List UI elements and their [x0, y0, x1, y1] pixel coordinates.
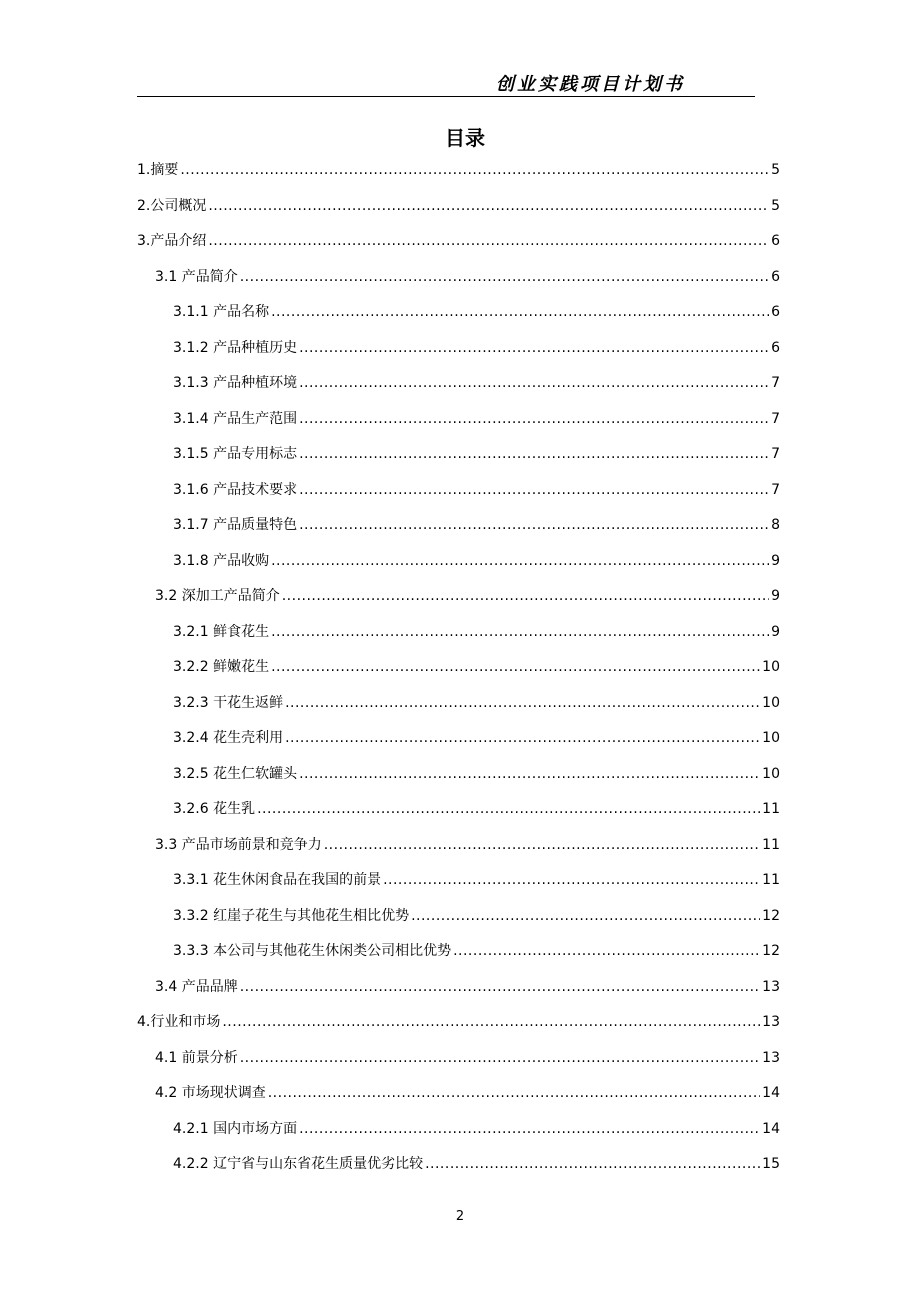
toc-dot-leader — [271, 551, 769, 571]
toc-entry-label: 3.2 深加工产品简介 — [155, 588, 280, 604]
toc-entry[interactable] — [155, 582, 780, 606]
toc-entry-label: 3.1.5 产品专用标志 — [173, 446, 298, 462]
toc-entry-label: 4.1 前景分析 — [155, 1050, 238, 1066]
toc-entry-page: 13 — [762, 1050, 780, 1066]
toc-entry-number: 3. — [137, 233, 151, 249]
toc-dot-leader — [271, 657, 760, 677]
toc-entry-page: 7 — [771, 411, 780, 427]
toc-entry-label: 3.1.7 产品质量特色 — [173, 517, 298, 533]
toc-dot-leader — [299, 373, 769, 393]
toc-entry-label: 3.2.6 花生乳 — [173, 801, 256, 817]
toc-entry[interactable] — [173, 369, 780, 393]
toc-entry-page: 6 — [771, 233, 780, 249]
toc-entry-label: 3.1.2 产品种植历史 — [173, 340, 298, 356]
toc-dot-leader — [271, 302, 769, 322]
toc-entry-label: 摘要 — [150, 162, 179, 178]
toc-dot-leader — [453, 941, 760, 961]
header-rule — [137, 96, 755, 97]
toc-entry-page: 10 — [762, 730, 780, 746]
toc-entry-page: 5 — [771, 198, 780, 214]
toc-dot-leader — [268, 1083, 760, 1103]
toc-entry-page: 10 — [762, 659, 780, 675]
toc-entry[interactable] — [137, 1008, 780, 1032]
toc-entry-page: 8 — [771, 517, 780, 533]
toc-entry[interactable] — [173, 653, 780, 677]
toc-entry-label: 4.2.2 辽宁省与山东省花生质量优劣比较 — [173, 1156, 424, 1172]
toc-entry-label: 3.1.8 产品收购 — [173, 553, 270, 569]
toc-entry-label: 3.1.4 产品生产范围 — [173, 411, 298, 427]
toc-entry[interactable] — [173, 1115, 780, 1139]
toc-entry[interactable] — [155, 1044, 780, 1068]
toc-entry-label: 3.1.6 产品技术要求 — [173, 482, 298, 498]
toc-dot-leader — [299, 444, 769, 464]
toc-dot-leader — [271, 622, 769, 642]
toc-entry[interactable] — [155, 263, 780, 287]
toc-dot-leader — [299, 409, 769, 429]
toc-entry-page: 14 — [762, 1121, 780, 1137]
toc-entry[interactable] — [155, 831, 780, 855]
toc-entry-page: 10 — [762, 695, 780, 711]
toc-entry-label: 行业和市场 — [150, 1014, 221, 1030]
toc-entry-page: 7 — [771, 446, 780, 462]
running-header-title: 创业实践项目计划书 — [496, 74, 685, 95]
toc-dot-leader — [299, 480, 769, 500]
toc-entry-page: 14 — [762, 1085, 780, 1101]
page-number: 2 — [455, 1209, 465, 1224]
toc-entry-page: 9 — [771, 588, 780, 604]
toc-entry-page: 9 — [771, 624, 780, 640]
toc-entry[interactable] — [173, 547, 780, 571]
toc-entry-page: 12 — [762, 943, 780, 959]
toc-entry-page: 11 — [762, 801, 780, 817]
toc-entry-number: 2. — [137, 198, 151, 214]
toc-entry[interactable] — [173, 760, 780, 784]
toc-entry[interactable] — [173, 724, 780, 748]
toc-entry[interactable] — [155, 973, 780, 997]
toc-dot-leader — [240, 1048, 760, 1068]
toc-entry-page: 6 — [771, 340, 780, 356]
toc-entry[interactable] — [173, 618, 780, 642]
toc-entry-label: 3.3.3 本公司与其他花生休闲类公司相比优势 — [173, 943, 452, 959]
toc-entry[interactable] — [173, 405, 780, 429]
toc-dot-leader — [285, 728, 760, 748]
toc-entry[interactable] — [173, 440, 780, 464]
toc-entry-label: 公司概况 — [150, 198, 207, 214]
toc-entry[interactable] — [173, 1150, 780, 1174]
toc-entry-label: 3.4 产品品牌 — [155, 979, 238, 995]
toc-entry-label: 3.3.1 花生休闲食品在我国的前景 — [173, 872, 382, 888]
toc-entry-page: 7 — [771, 482, 780, 498]
toc-entry-page: 7 — [771, 375, 780, 391]
toc-entry[interactable] — [137, 227, 780, 251]
toc-entry[interactable] — [173, 902, 780, 926]
toc-dot-leader — [180, 160, 769, 180]
toc-dot-leader — [425, 1154, 760, 1174]
toc-entry-page: 6 — [771, 304, 780, 320]
toc-entry-page: 10 — [762, 766, 780, 782]
toc-entry-page: 15 — [762, 1156, 780, 1172]
toc-entry[interactable] — [137, 156, 780, 180]
toc-entry-label: 3.3 产品市场前景和竞争力 — [155, 837, 322, 853]
toc-entry-page: 11 — [762, 837, 780, 853]
toc-entry-label: 3.2.2 鲜嫩花生 — [173, 659, 270, 675]
toc-entry-label: 产品介绍 — [150, 233, 207, 249]
toc-entry-label: 3.2.4 花生壳利用 — [173, 730, 284, 746]
toc-dot-leader — [257, 799, 760, 819]
toc-entry-label: 4.2.1 国内市场方面 — [173, 1121, 298, 1137]
toc-dot-leader — [282, 586, 769, 606]
toc-dot-leader — [324, 835, 760, 855]
toc-dot-leader — [208, 231, 769, 251]
toc-entry-label: 3.3.2 红崖子花生与其他花生相比优势 — [173, 908, 410, 924]
toc-entry[interactable] — [173, 298, 780, 322]
toc-entry-label: 3.2.3 干花生返鲜 — [173, 695, 284, 711]
toc-dot-leader — [411, 906, 760, 926]
toc-entry-label: 3.1 产品简介 — [155, 269, 238, 285]
toc-entry[interactable] — [155, 1079, 780, 1103]
toc-entry[interactable] — [173, 937, 780, 961]
toc-entry[interactable] — [137, 192, 780, 216]
toc-entry-label: 3.2.1 鲜食花生 — [173, 624, 270, 640]
toc-entry[interactable] — [173, 689, 780, 713]
toc-dot-leader — [299, 1119, 760, 1139]
toc-entry-page: 13 — [762, 979, 780, 995]
toc-dot-leader — [299, 338, 769, 358]
toc-entry-label: 3.1.1 产品名称 — [173, 304, 270, 320]
toc-dot-leader — [240, 267, 769, 287]
toc-entry-number: 1. — [137, 162, 151, 178]
toc-entry[interactable] — [173, 511, 780, 535]
toc-entry-page: 5 — [771, 162, 780, 178]
toc-entry[interactable] — [173, 476, 780, 500]
toc-entry-page: 6 — [771, 269, 780, 285]
toc-entry[interactable] — [173, 795, 780, 819]
toc-entry-page: 11 — [762, 872, 780, 888]
toc-dot-leader — [299, 515, 769, 535]
toc-dot-leader — [285, 693, 760, 713]
toc-entry-number: 4. — [137, 1014, 151, 1030]
toc-entry-page: 12 — [762, 908, 780, 924]
toc-entry-label: 4.2 市场现状调查 — [155, 1085, 266, 1101]
toc-entry-label: 3.2.5 花生仁软罐头 — [173, 766, 298, 782]
toc-entry[interactable] — [173, 334, 780, 358]
toc-entry-page: 13 — [762, 1014, 780, 1030]
toc-dot-leader — [240, 977, 760, 997]
toc-dot-leader — [208, 196, 769, 216]
toc-entry[interactable] — [173, 866, 780, 890]
toc-dot-leader — [222, 1012, 760, 1032]
toc-title: 目录 — [445, 126, 485, 150]
toc-dot-leader — [383, 870, 760, 890]
toc-entry-label: 3.1.3 产品种植环境 — [173, 375, 298, 391]
toc-dot-leader — [299, 764, 760, 784]
toc-entry-page: 9 — [771, 553, 780, 569]
